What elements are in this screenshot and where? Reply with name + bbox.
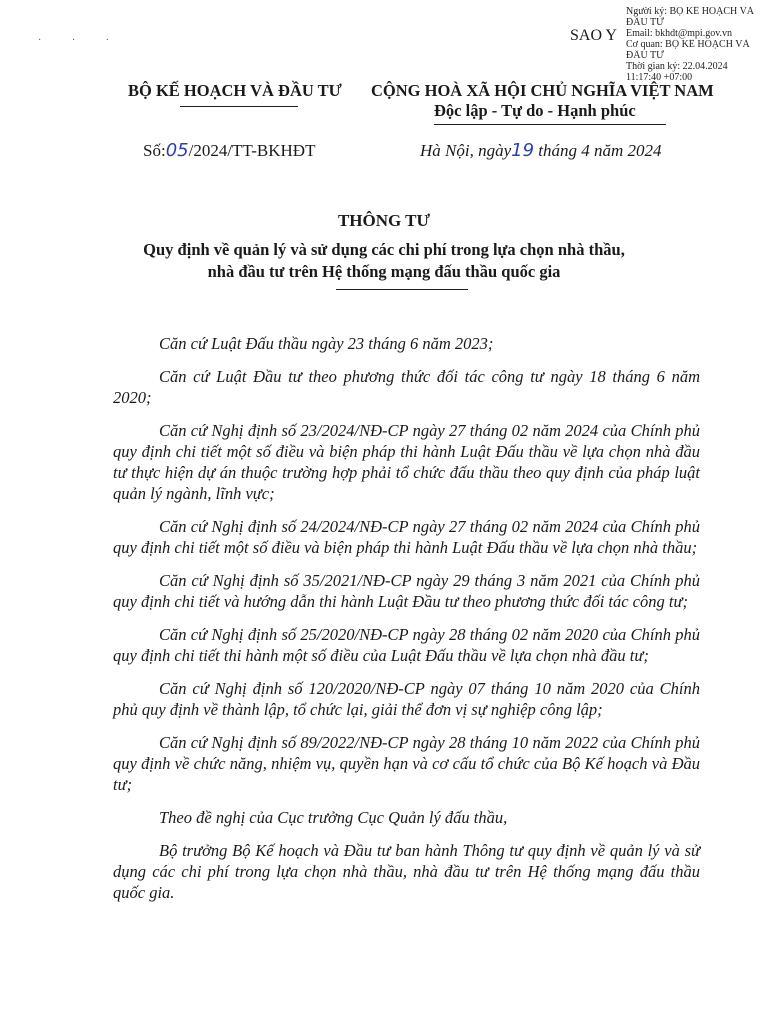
legal-basis-paragraph: Căn cứ Nghị định số 23/2024/NĐ-CP ngày 27 tháng 02 năm 2024 của Chính phủ quy định chi tiết một số điều và biện pháp thi hành Luật Đấu thầu về lựa chọn nhà đầu tư thực hiện dự án thuộc trường hợp phải tổ chức đấu thầu theo quy định của pháp luật quản lý ngành, lĩnh vực; xyxy=(113,421,700,503)
legal-basis-paragraph: Căn cứ Nghị định số 24/2024/NĐ-CP ngày 27 tháng 02 năm 2024 của Chính phủ quy định chi tiết một số điều và biện pháp thi hành Luật Đấu thầu về lựa chọn nhà thầu; xyxy=(113,517,700,557)
agency-line-cont: ĐẦU TƯ xyxy=(626,50,664,61)
signer-line: Người ký: BỘ KẾ HOẠCH VÀ xyxy=(626,6,755,17)
document-type: THÔNG TƯ xyxy=(337,211,431,230)
signer-line-cont: ĐẦU TƯ xyxy=(626,17,664,28)
legal-basis-paragraph: Căn cứ Luật Đấu thầu ngày 23 tháng 6 năm 2023; xyxy=(159,334,494,353)
title-underline xyxy=(336,289,468,290)
legal-basis-paragraph: Căn cứ Nghị định số 89/2022/NĐ-CP ngày 28 tháng 10 năm 2022 của Chính phủ quy định về chức năng, nhiệm vụ, quyền hạn và cơ cấu tổ chức của Bộ Kế hoạch và Đầu tư; xyxy=(113,733,700,794)
legal-basis-paragraph: Căn cứ Nghị định số 25/2020/NĐ-CP ngày 28 tháng 02 năm 2020 của Chính phủ quy định chi tiết thi hành một số điều của Luật Đấu thầu về lựa chọn nhà đầu tư; xyxy=(113,625,700,665)
legal-basis-paragraph: Căn cứ Luật Đầu tư theo phương thức đối tác công tư ngày 18 tháng 6 năm 2020; xyxy=(113,367,700,407)
issue-date xyxy=(420,140,662,161)
date-suffix: tháng 4 năm 2024 xyxy=(534,141,662,160)
ministry-underline xyxy=(180,106,298,107)
doc-no-handwritten: 05 xyxy=(165,140,189,161)
scan-specks: · · · xyxy=(38,35,123,46)
document-number xyxy=(143,140,315,161)
issuing-ministry: BỘ KẾ HOẠCH VÀ ĐẦU TƯ xyxy=(128,81,342,100)
national-title: CỘNG HOÀ XÃ HỘI CHỦ NGHĨA VIỆT NAM xyxy=(371,81,714,100)
digital-signature-block xyxy=(626,6,768,83)
signer-email: Email: bkhdt@mpi.gov.vn xyxy=(626,28,733,39)
document-subject-line-2: nhà đầu tư trên Hệ thống mạng đấu thầu quốc gia xyxy=(207,262,561,281)
copy-label: SAO Y xyxy=(570,27,617,44)
sign-time: Thời gian ký: 22.04.2024 xyxy=(626,61,728,72)
agency-line: Cơ quan: BỘ KẾ HOẠCH VÀ xyxy=(626,39,750,50)
legal-basis-paragraph: Căn cứ Nghị định số 35/2021/NĐ-CP ngày 29 tháng 3 năm 2021 của Chính phủ quy định chi tiết và hướng dẫn thi hành Luật Đầu tư theo phương thức đối tác công tư; xyxy=(113,571,700,611)
promulgation-paragraph: Bộ trưởng Bộ Kế hoạch và Đầu tư ban hành Thông tư quy định về quản lý và sử dụng các chi phí trong lựa chọn nhà thầu, nhà đầu tư trên Hệ thống mạng đấu thầu quốc gia. xyxy=(113,841,700,902)
motto-underline xyxy=(434,124,666,125)
national-motto: Độc lập - Tự do - Hạnh phúc xyxy=(434,101,636,120)
doc-no-prefix: Số: xyxy=(143,141,166,160)
document-body xyxy=(113,333,700,915)
date-prefix: Hà Nội, ngày xyxy=(420,141,512,160)
document-subject-line-1: Quy định về quản lý và sử dụng các chi phí trong lựa chọn nhà thầu, xyxy=(143,240,625,259)
proposal-paragraph: Theo đề nghị của Cục trưởng Cục Quản lý đấu thầu, xyxy=(159,808,508,827)
legal-basis-paragraph: Căn cứ Nghị định số 120/2020/NĐ-CP ngày 07 tháng 10 năm 2020 của Chính phủ quy định về thành lập, tổ chức lại, giải thể đơn vị sự nghiệp công lập; xyxy=(113,679,700,719)
date-day-handwritten: 19 xyxy=(511,140,535,161)
sign-time-cont: 11:17:40 +07:00 xyxy=(626,72,693,83)
doc-no-suffix: /2024/TT-BKHĐT xyxy=(188,141,316,160)
